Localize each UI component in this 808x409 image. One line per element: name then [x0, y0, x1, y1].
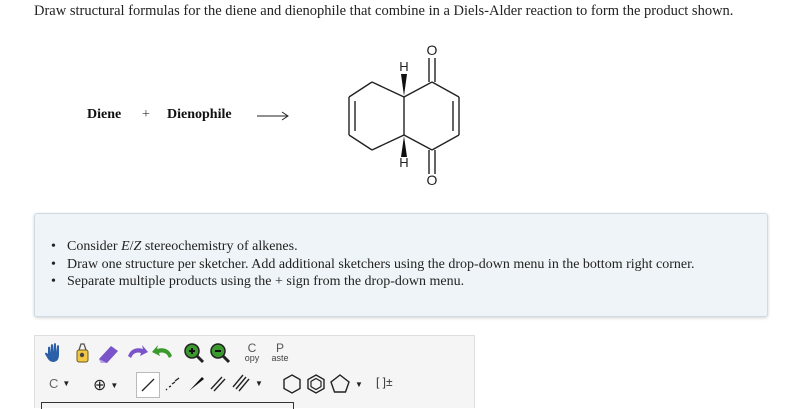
instructions-list — [67, 238, 695, 291]
redo-icon[interactable] — [151, 342, 175, 364]
eraser-icon[interactable] — [96, 342, 122, 364]
zoom-out-icon[interactable] — [208, 341, 232, 365]
instruction-item: • Draw one structure per sketcher. Add additional sketchers using the drop-down menu in the bottom right corner. — [67, 256, 695, 274]
copy-button[interactable]: C opy — [244, 341, 260, 363]
o-top-label: O — [426, 42, 438, 58]
chevron-down-icon: ▼ — [110, 380, 119, 390]
benzene-icon[interactable] — [305, 373, 327, 395]
o-bottom-label: O — [426, 172, 438, 188]
sketch-canvas[interactable] — [41, 402, 294, 409]
single-bond-tool[interactable] — [136, 372, 160, 398]
wedge-bond-icon[interactable] — [186, 373, 206, 395]
wedge-top — [401, 74, 407, 96]
paste-button[interactable]: P aste — [271, 341, 289, 363]
cyclopentane-icon — [329, 373, 351, 395]
diene-label: Diene — [87, 107, 122, 122]
cyclohexane-icon[interactable] — [281, 373, 303, 395]
h-top-label: H — [399, 59, 409, 74]
triple-bond-icon — [231, 373, 251, 393]
clear-icon[interactable] — [72, 342, 92, 364]
charge-select[interactable]: ⊕ ▼ — [93, 377, 119, 394]
chevron-down-icon: ▼ — [62, 379, 71, 388]
h-bottom-label: H — [399, 155, 409, 170]
sketcher-toolbar — [34, 335, 475, 408]
double-bond-icon[interactable] — [208, 373, 228, 395]
plus-sign: + — [142, 107, 150, 122]
chevron-down-icon: ▼ — [255, 378, 263, 388]
undo-icon[interactable] — [125, 342, 149, 364]
hand-icon[interactable] — [43, 342, 65, 364]
ring-select[interactable] — [329, 373, 363, 395]
chevron-down-icon: ▼ — [355, 379, 363, 389]
product-molecule — [340, 38, 480, 188]
bracket-tool[interactable]: [ ]± — [376, 375, 393, 389]
instructions-box — [34, 213, 768, 317]
dienophile-label: Dienophile — [167, 107, 232, 122]
instruction-item: • Consider E/Z stereochemistry of alkenes. — [67, 238, 695, 256]
reaction-arrow — [256, 109, 290, 121]
instruction-item: • Separate multiple products using the + sign from the drop-down menu. — [67, 273, 695, 291]
hashed-bond-icon[interactable] — [163, 373, 183, 395]
question-text: Draw structural formulas for the diene and dienophile that combine in a Diels-Alder reaction to form the product shown. — [34, 3, 734, 19]
triple-bond-select[interactable] — [231, 373, 263, 393]
wedge-bottom — [401, 136, 407, 157]
zoom-in-icon[interactable] — [182, 341, 206, 365]
element-select[interactable]: C ▼ — [49, 376, 71, 391]
